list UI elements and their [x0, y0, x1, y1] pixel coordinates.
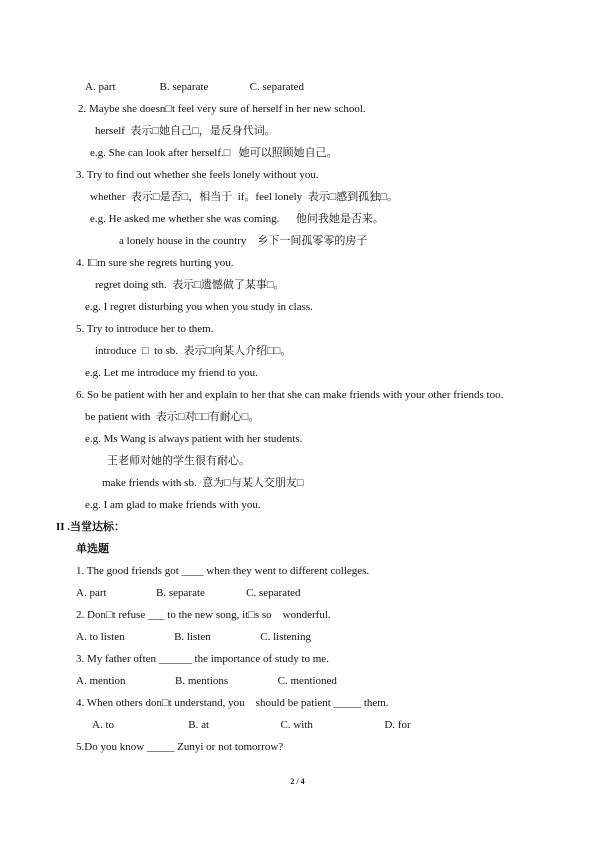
text-line: 2. Maybe she doesn□t feel very sure of herself in her new school.	[78, 103, 366, 115]
text-line: 4. I□m sure she regrets hurting you.	[76, 257, 234, 269]
text-line: e.g. He asked me whether she was coming. 他问我她是否来。	[90, 213, 384, 225]
text-line: whether 表示□是否□，相当于 if。feel lonely 表示□感到孤独□。	[90, 191, 398, 203]
question-type-heading: 单选题	[76, 543, 109, 555]
question: 3. My father often ______ the importance of study to me.	[76, 653, 329, 665]
text-line: 王老师对她的学生很有耐心。	[107, 455, 250, 467]
question: 1. The good friends got ____ when they went to different colleges.	[76, 565, 370, 577]
text-line: a lonely house in the country 乡下一间孤零零的房子	[119, 235, 368, 247]
text-line: e.g. Let me introduce my friend to you.	[85, 367, 258, 379]
text-line: e.g. I regret disturbing you when you study in class.	[85, 301, 313, 313]
text-line: be patient with 表示□对□□有耐心□。	[85, 411, 260, 423]
question: 5.Do you know _____ Zunyi or not tomorrow?	[76, 741, 284, 753]
text-line: regret doing sth. 表示□遗憾做了某事□。	[95, 279, 285, 291]
answer-options: A. to listen B. listen C. listening	[76, 631, 311, 643]
text-line: e.g. I am glad to make friends with you.	[85, 499, 261, 511]
text-line: 5. Try to introduce her to them.	[76, 323, 214, 335]
text-line: e.g. She can look after herself.□ 她可以照顾她自己。	[90, 147, 338, 159]
text-line: make friends with sb. 意为□与某人交朋友□	[102, 477, 304, 489]
question: 2. Don□t refuse ___ to the new song, it□s so wonderful.	[76, 609, 331, 621]
answer-options: A. to B. at C. with D. for	[92, 719, 411, 731]
answer-options: A. mention B. mentions C. mentioned	[76, 675, 337, 687]
text-line: 6. So be patient with her and explain to her that she can make friends with your other friends too.	[76, 389, 504, 401]
text-line: introduce □ to sb. 表示□向某人介绍□□。	[95, 345, 292, 357]
answer-options: A. part B. separate C. separated	[76, 587, 301, 599]
question: 4. When others don□t understand, you should be patient _____ them.	[76, 697, 389, 709]
text-line: 3. Try to find out whether she feels lonely without you.	[76, 169, 319, 181]
page-number: 2 / 4	[290, 777, 305, 786]
text-line: A. part B. separate C. separated	[85, 81, 305, 93]
text-line: herself 表示□她自己□，是反身代词。	[95, 125, 276, 137]
text-line: e.g. Ms Wang is always patient with her students.	[85, 433, 303, 445]
section-heading: II .当堂达标：	[56, 521, 126, 533]
